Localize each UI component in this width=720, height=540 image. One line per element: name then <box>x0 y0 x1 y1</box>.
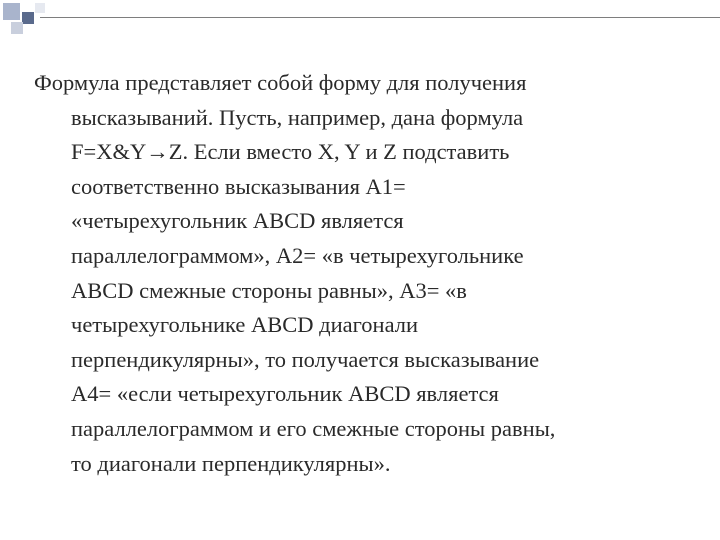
paragraph-line: параллелограммом и его смежные стороны равны, <box>71 415 556 441</box>
decorative-square <box>22 12 34 24</box>
paragraph-line: Формула представляет собой форму для получения <box>34 70 527 95</box>
paragraph-line: перпендикулярны», то получается высказывание <box>71 346 540 372</box>
decorative-square <box>11 22 23 34</box>
decorative-square <box>35 3 45 13</box>
paragraph-line: высказываний. Пусть, например, дана формула <box>71 104 524 130</box>
header-divider <box>40 17 720 18</box>
slide-paragraph <box>34 66 674 481</box>
paragraph-line: то диагонали перпендикулярны». <box>71 450 391 476</box>
paragraph-line: соответственно высказывания A1= <box>71 173 406 199</box>
decorative-square <box>3 3 20 20</box>
paragraph-line: «четырехугольник ABCD является <box>71 208 404 234</box>
paragraph-line: ABCD смежные стороны равны», A3= «в <box>71 277 467 303</box>
paragraph-line: A4= «если четырехугольник ABCD является <box>71 381 499 407</box>
paragraph-line: параллелограммом», A2= «в четырехугольнике <box>71 242 524 268</box>
paragraph-line: четырехугольнике ABCD диагонали <box>71 312 419 338</box>
paragraph-line: F=X&Y→Z. Если вместо X, Y и Z подставить <box>71 139 510 165</box>
